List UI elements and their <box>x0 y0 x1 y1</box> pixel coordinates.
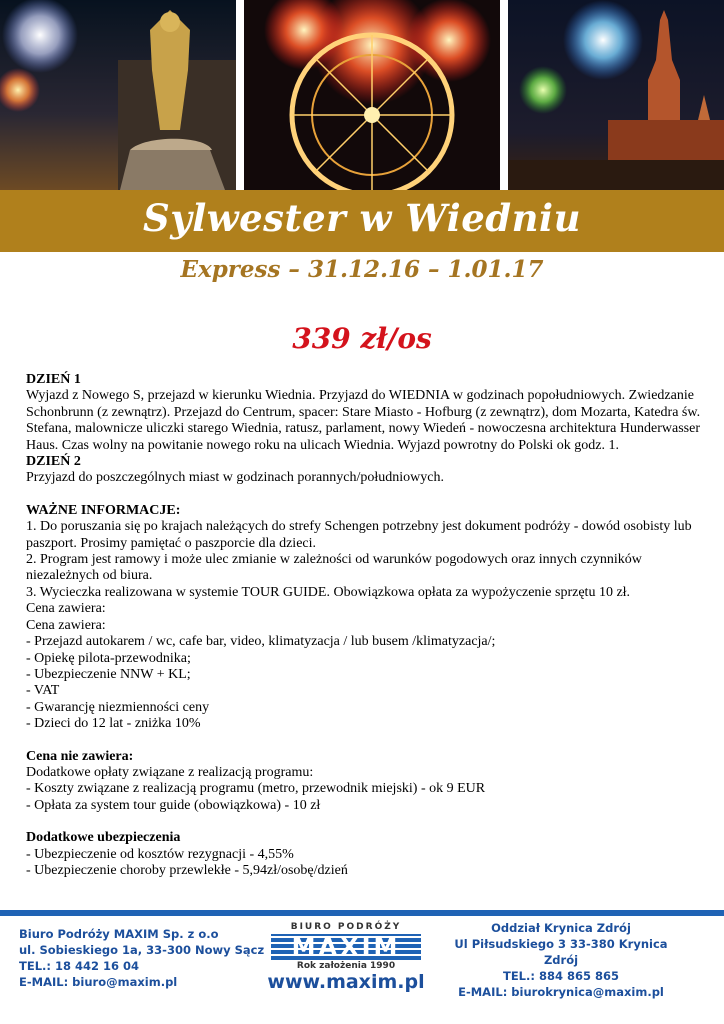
info-item: 3. Wycieczka realizowana w systemie TOUR GUIDE. Obowiązkowa opłata za wypożyczenie sprzętu 10 zł. <box>26 584 631 600</box>
head-office-contact <box>19 926 264 990</box>
logo-caption: BIURO PODRÓŻY <box>290 922 402 932</box>
excludes-heading: Cena nie zawiera: <box>26 748 134 764</box>
list-item: - Ubezpieczenie choroby przewlekłe - 5,94zł/osobę/dzień <box>26 862 348 878</box>
price-label: 339 zł/os <box>292 322 432 355</box>
ferris-wheel-fireworks-photo <box>244 0 500 190</box>
list-item: - Opiekę pilota-przewodnika; <box>26 650 191 666</box>
excludes-list <box>26 781 702 814</box>
branch-name: Oddział Krynica Zdrój <box>491 921 631 935</box>
list-item: - VAT <box>26 683 60 699</box>
day2-text: Przyjazd do poszczególnych miast w godzinach porannych/południowych. <box>26 470 444 486</box>
includes-label: Cena zawiera: <box>26 601 106 617</box>
branch-address: Ul Piłsudskiego 3 33-380 Krynica Zdrój <box>454 937 668 967</box>
company-email[interactable]: E-MAIL: biuro@maxim.pl <box>19 975 178 989</box>
info-heading: WAŻNE INFORMACJE: <box>26 502 181 518</box>
company-address: ul. Sobieskiego 1a, 33-300 Nowy Sącz <box>19 943 265 957</box>
list-item: - Ubezpieczenie od kosztów rezygnacji - 4,55% <box>26 846 294 862</box>
footer <box>0 916 724 1024</box>
excludes-intro: Dodatkowe opłaty związane z realizacją programu: <box>26 764 314 780</box>
includes-label: Cena zawiera: <box>26 617 106 633</box>
list-item: - Koszty związane z realizacją programu (metro, przewodnik miejski) - ok 9 EUR <box>26 781 486 797</box>
statue-fireworks-photo <box>0 0 236 190</box>
list-item: - Dzieci do 12 lat - zniżka 10% <box>26 716 201 732</box>
page-title: Sylwester w Wiedniu <box>143 196 581 240</box>
maxim-logo <box>258 922 434 1004</box>
branch-contact <box>436 920 686 1000</box>
trip-dates: Express – 31.12.16 – 1.01.17 <box>180 256 544 283</box>
list-item: - Przejazd autokarem / wc, cafe bar, video, klimatyzacja / lub busem /klimatyzacja/; <box>26 634 496 650</box>
includes-list <box>26 634 702 732</box>
title-banner <box>0 190 724 252</box>
insurance-list <box>26 847 702 880</box>
insurance-heading: Dodatkowe ubezpieczenia <box>26 830 181 846</box>
list-item: - Gwarancję niezmienności ceny <box>26 699 210 715</box>
day1-text: Wyjazd z Nowego S, przejazd w kierunku Wiednia. Przyjazd do WIEDNIA w godzinach popołudniowych. Zwiedzanie Schonbrunn (z zewnątrz). Przejazd do Centrum, spacer: Stare Miasto - Hofburg (z zewnątrz), dom Mozarta, Katedra św. Stefana, malownicze uliczki starego Wiednia, ratusz, parlament, nowy Wiedeń - nowoczesna architektura Hunderwasser Haus. Czas wolny na powitanie nowego roku na ulicach Wiednia. Wyjazd powrotny do Polski ok godz. 1. <box>26 388 701 453</box>
day1-heading: DZIEŃ 1 <box>26 372 81 387</box>
list-item: - Ubezpieczenie NNW + KL; <box>26 666 191 682</box>
company-phone: TEL.: 18 442 16 04 <box>19 959 140 973</box>
branch-phone: TEL.: 884 865 865 <box>502 969 620 983</box>
info-item: 1. Do poruszania się po krajach należących do strefy Schengen potrzebny jest dokument podróży - dowód osobisty lub paszport. Prosimy pamiętać o paszporcie dla dzieci. <box>26 519 692 551</box>
list-item: - Opłata za system tour guide (obowiązkowa) - 10 zł <box>26 797 321 813</box>
day2-heading: DZIEŃ 2 <box>26 454 81 470</box>
logo-wordmark: MAXIM <box>271 934 421 960</box>
branch-email[interactable]: E-MAIL: biurokrynica@maxim.pl <box>458 985 664 999</box>
website-link[interactable]: www.maxim.pl <box>267 971 425 993</box>
city-hall-fireworks-photo <box>508 0 724 190</box>
photo-strip <box>0 0 724 190</box>
logo-year: Rok założenia 1990 <box>296 961 396 971</box>
company-name: Biuro Podróży MAXIM Sp. z o.o <box>19 927 219 941</box>
trip-description <box>26 372 702 879</box>
info-item: 2. Program jest ramowy i może ulec zmianie w zależności od warunków pogodowych oraz innych czynników niezależnych od biura. <box>26 552 642 584</box>
